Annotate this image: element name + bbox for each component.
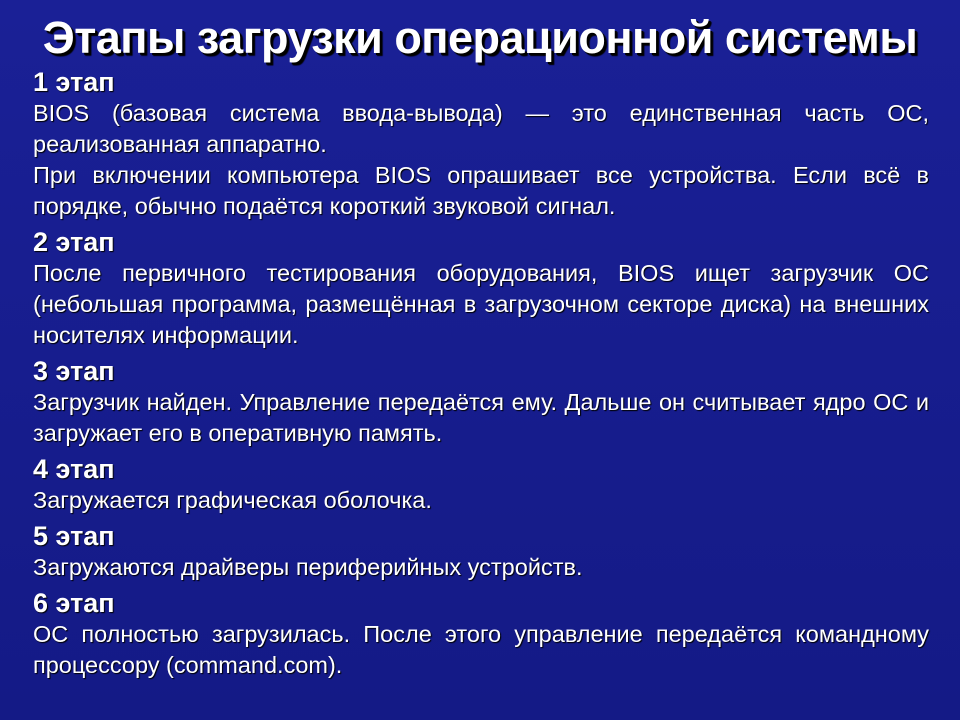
slide-content	[33, 66, 929, 681]
stage-3	[33, 355, 929, 449]
stage-text: Загрузчик найден. Управление передаётся ему. Дальше он считывает ядро ОС и загружает его в оперативную память.	[33, 389, 929, 446]
stage-heading: 6 этап	[33, 588, 115, 618]
stage-heading: 1 этап	[33, 67, 115, 97]
stage-4	[33, 453, 929, 516]
stage-2	[33, 226, 929, 351]
stage-text: Загружаются драйверы периферийных устройств.	[33, 554, 583, 580]
stage-text: После первичного тестирования оборудования, BIOS ищет загрузчик ОС (небольшая программа, размещённая в загрузочном секторе диска) на внешних носителях информации.	[33, 260, 929, 348]
stage-heading: 4 этап	[33, 454, 115, 484]
slide-title: Этапы загрузки операционной системы	[42, 12, 918, 63]
stage-text: При включении компьютера BIOS опрашивает все устройства. Если всё в порядке, обычно подаётся короткий звуковой сигнал.	[33, 162, 929, 219]
stage-6	[33, 587, 929, 681]
stage-heading: 5 этап	[33, 521, 115, 551]
stage-5	[33, 520, 929, 583]
stage-heading: 3 этап	[33, 356, 115, 386]
stage-text: ОС полностью загрузилась. После этого управление передаётся командному процессору (command.com).	[33, 621, 929, 678]
stage-text: BIOS (базовая система ввода-вывода) — это единственная часть ОС, реализованная аппаратно.	[33, 100, 929, 157]
stage-1	[33, 66, 929, 222]
stage-heading: 2 этап	[33, 227, 115, 257]
stage-text: Загружается графическая оболочка.	[33, 487, 432, 513]
